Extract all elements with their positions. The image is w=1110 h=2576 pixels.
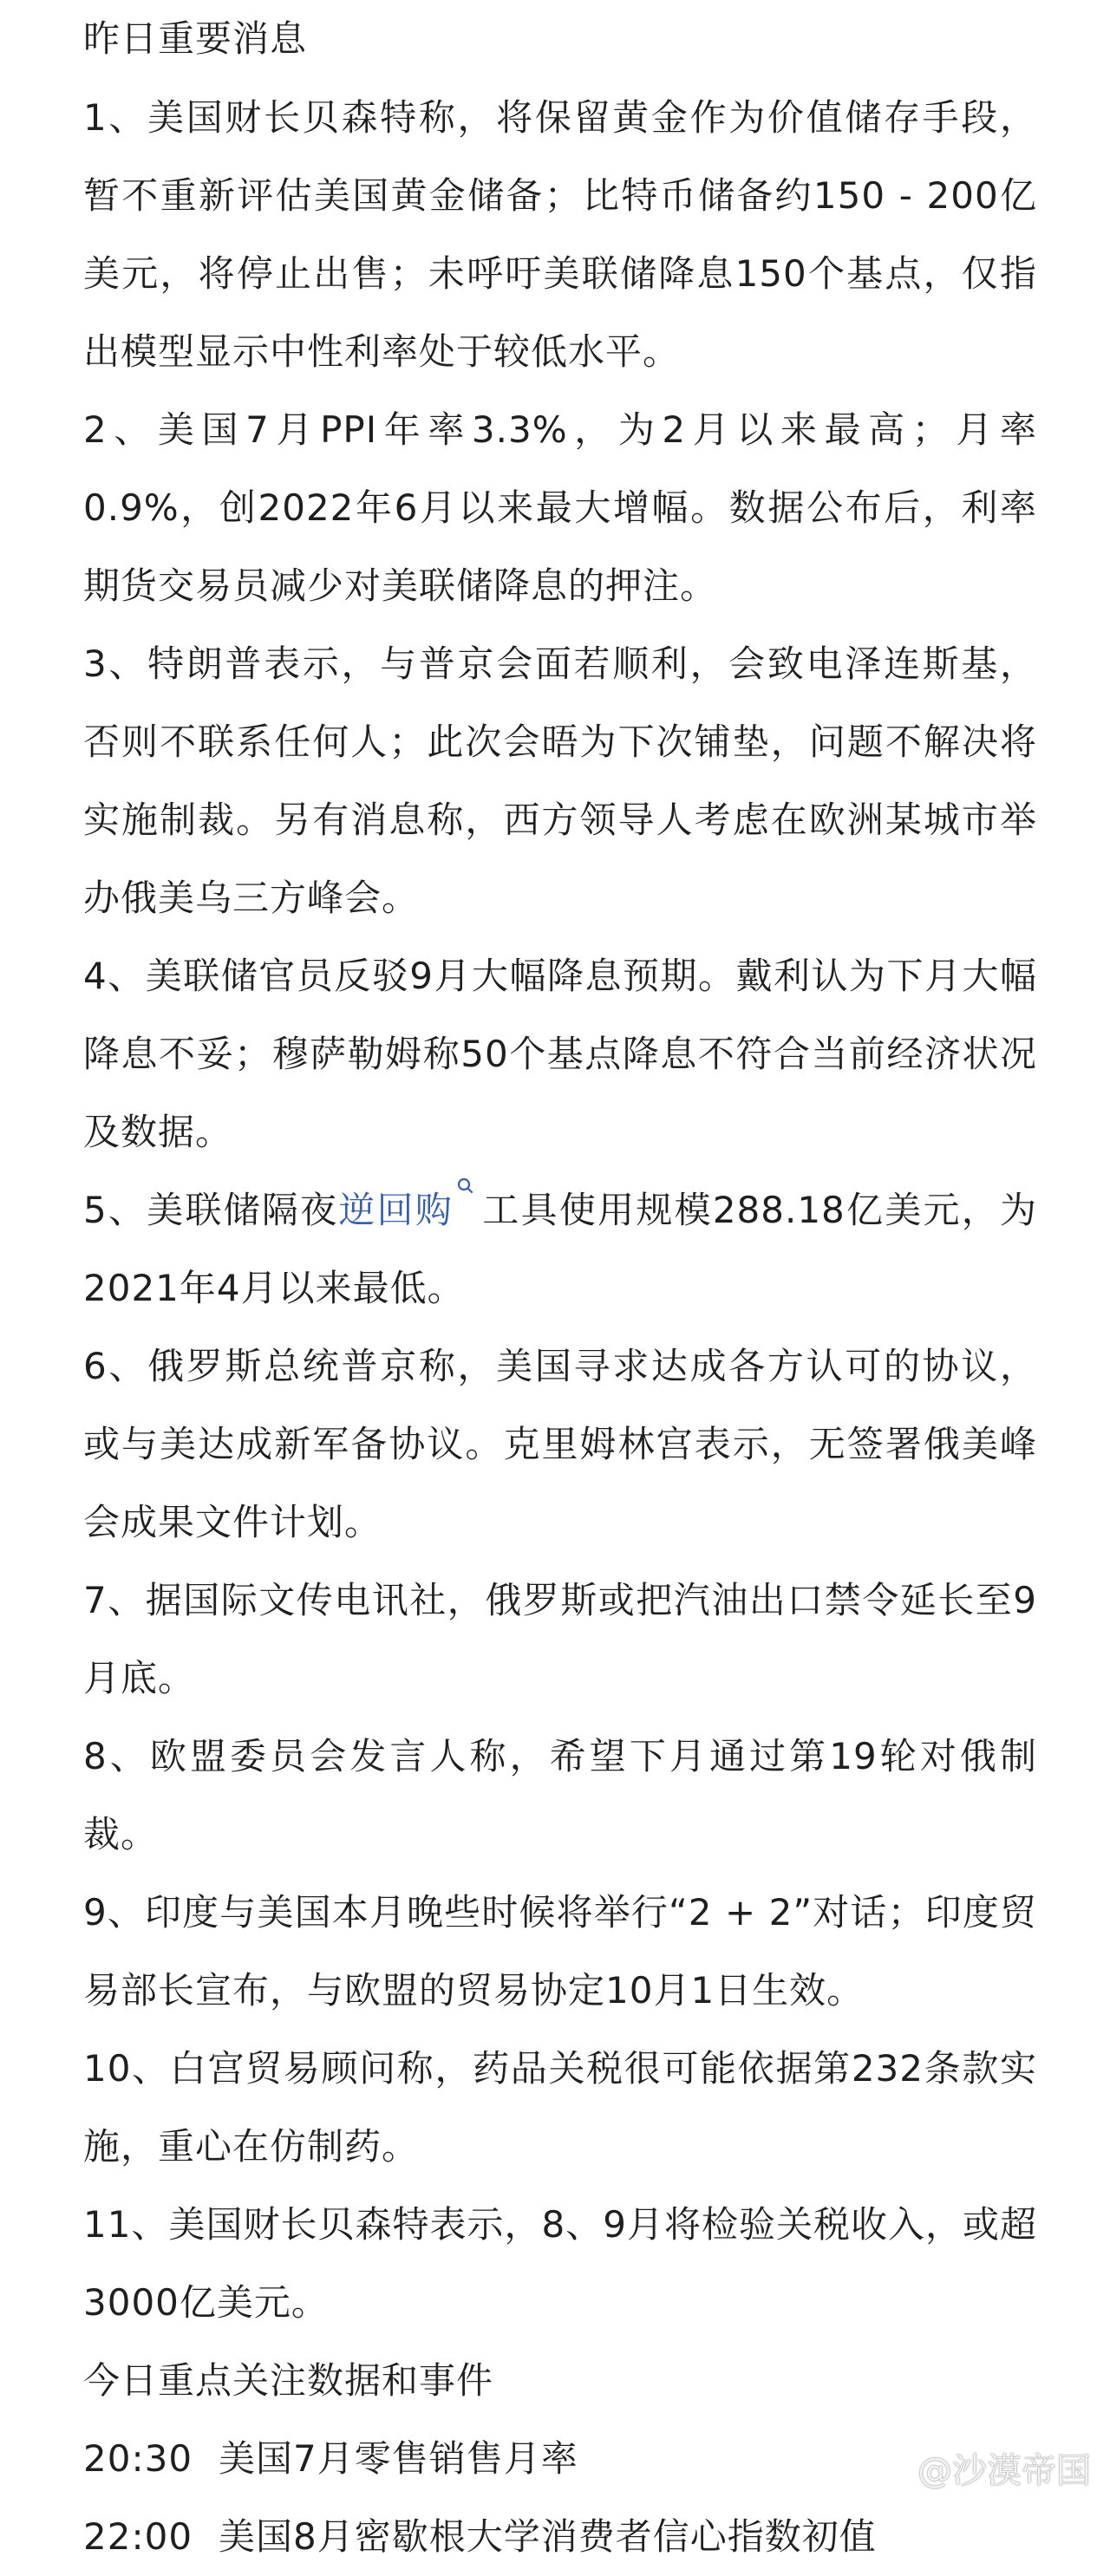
heading-yesterday: 昨日重要消息 (83, 17, 308, 60)
watermark-text: @沙漠帝国 (917, 2451, 1091, 2491)
schedule-time: 22:00 (83, 2515, 193, 2558)
news-item-6: 6、俄罗斯总统普京称，美国寻求达成各方认可的协议，或与美达成新军备协议。克里姆林宫表示，无签署俄美峰会成果文件计划。 (83, 1345, 1037, 1543)
schedule-event: 美国7月零售销售月率 (219, 2437, 578, 2480)
news-item-2: 2、美国7月PPI年率3.3%，为2月以来最高；月率0.9%，创2022年6月以来最大增幅。数据公布后，利率期货交易员减少对美联储降息的押注。 (83, 408, 1037, 607)
schedule-time: 20:30 (83, 2437, 193, 2480)
news-item-11: 11、美国财长贝森特表示，8、9月将检验关税收入，或超3000亿美元。 (83, 2203, 1037, 2324)
schedule-event: 美国8月密歇根大学消费者信心指数初值 (219, 2515, 877, 2558)
news-item-9: 9、印度与美国本月晚些时候将举行“2 + 2”对话；印度贸易部长宣布，与欧盟的贸易协定10月1日生效。 (83, 1891, 1037, 2012)
heading-today: 今日重点关注数据和事件 (83, 2359, 494, 2402)
news-item-7: 7、据国际文传电讯社，俄罗斯或把汽油出口禁令延长至9月底。 (83, 1579, 1037, 1699)
schedule-row (83, 2498, 1037, 2576)
news-item-5 (83, 1171, 1037, 1327)
news-item-8: 8、欧盟委员会发言人称，希望下月通过第19轮对俄制裁。 (83, 1735, 1037, 1855)
watermark (871, 2443, 1091, 2493)
news-item-4: 4、美联储官员反驳9月大幅降息预期。戴利认为下月大幅降息不妥；穆萨勒姆称50个基点降息不符合当前经济状况及数据。 (83, 955, 1037, 1153)
reverse-repo-link[interactable]: 逆回购 (338, 1189, 454, 1231)
article-body (83, 0, 1037, 2576)
news-item-5-prefix: 5、美联储隔夜 (83, 1189, 339, 1231)
news-item-1: 1、美国财长贝森特称，将保留黄金作为价值储存手段，暂不重新评估美国黄金储备；比特币储备约150 - 200亿美元，将停止出售；未呼吁美联储降息150个基点，仅指出模型显示中性利率处于较低水平。 (83, 96, 1037, 373)
news-item-10: 10、白宫贸易顾问称，药品关税很可能依据第232条款实施，重心在仿制药。 (83, 2047, 1037, 2168)
news-item-3: 3、特朗普表示，与普京会面若顺利，会致电泽连斯基，否则不联系任何人；此次会晤为下次铺垫，问题不解决将实施制裁。另有消息称，西方领导人考虑在欧洲某城市举办俄美乌三方峰会。 (83, 642, 1037, 919)
search-icon[interactable] (455, 1177, 474, 1203)
news-item-5-suffix: 工具使用规模288.18亿美元，为2021年4月以来最低。 (83, 1189, 1037, 1309)
weibo-logo-icon (871, 2449, 911, 2488)
